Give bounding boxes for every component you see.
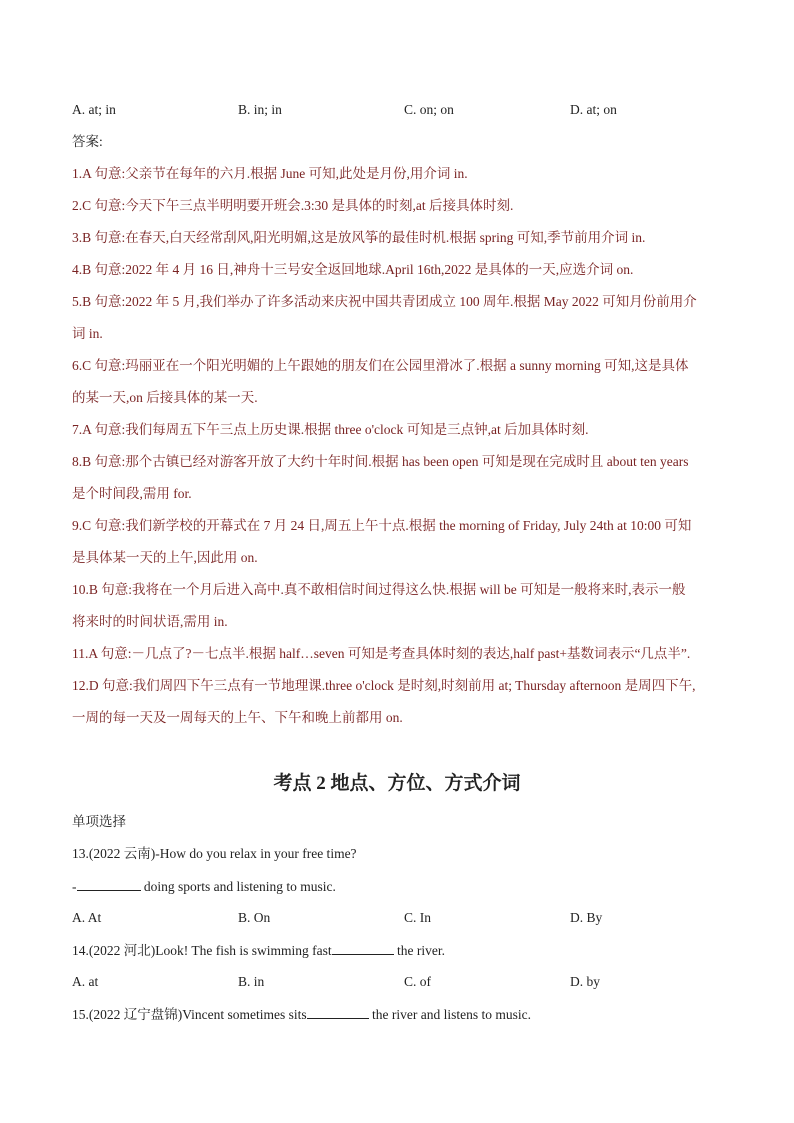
answer-line: 1.A 句意:父亲节在每年的六月.根据 June 可知,此处是月份,用介词 in. bbox=[72, 166, 468, 181]
section-subtitle: 单项选择 bbox=[72, 814, 126, 829]
question-13-stem: 13.(2022 云南)-How do you relax in your free time? bbox=[72, 846, 357, 861]
answer-line: 将来时的时间状语,需用 in. bbox=[72, 614, 228, 629]
answer-line: 一周的每一天及一周每天的上午、下午和晚上前都用 on. bbox=[72, 710, 403, 725]
answer-line: 10.B 句意:我将在一个月后进入高中.真不敢相信时间过得这么快.根据 will be 可知是一般将来时,表示一般 bbox=[72, 582, 686, 597]
stem-suffix: the river and listens to music. bbox=[368, 1007, 532, 1022]
answers-label: 答案: bbox=[72, 134, 103, 149]
answer-blank bbox=[77, 876, 141, 891]
option-b: B. in; in bbox=[238, 102, 282, 117]
option-b: B. On bbox=[238, 910, 271, 925]
answer-line: 3.B 句意:在春天,白天经常刮风,阳光明媚,这是放风筝的最佳时机.根据 spring 可知,季节前用介词 in. bbox=[72, 230, 646, 245]
option-a: A. At bbox=[72, 910, 102, 925]
option-a: A. at; in bbox=[72, 102, 116, 117]
answer-blank bbox=[332, 940, 394, 955]
option-d: D. by bbox=[570, 974, 600, 989]
answer-line: 6.C 句意:玛丽亚在一个阳光明媚的上午跟她的朋友们在公园里滑冰了.根据 a sunny morning 可知,这是具体 bbox=[72, 358, 689, 373]
answer-line: 5.B 句意:2022 年 5 月,我们举办了许多活动来庆祝中国共青团成立 100 周年.根据 May 2022 可知月份前用介 bbox=[72, 294, 697, 309]
question-13-reply bbox=[72, 876, 336, 897]
option-d: D. By bbox=[570, 910, 603, 925]
answer-line: 是个时间段,需用 for. bbox=[72, 486, 192, 501]
reply-prefix: - bbox=[72, 879, 77, 894]
top-options-row bbox=[72, 100, 732, 120]
answer-line: 是具体某一天的上午,因此用 on. bbox=[72, 550, 258, 565]
question-15-stem bbox=[72, 1004, 531, 1025]
stem-prefix: 14.(2022 河北)Look! The fish is swimming fast bbox=[72, 943, 332, 958]
answer-line: 9.C 句意:我们新学校的开幕式在 7 月 24 日,周五上午十点.根据 the morning of Friday, July 24th at 10:00 可知 bbox=[72, 518, 692, 533]
option-a: A. at bbox=[72, 974, 99, 989]
answer-blank bbox=[307, 1004, 369, 1019]
question-13-options bbox=[72, 908, 732, 928]
answer-line: 11.A 句意:－几点了?－七点半.根据 half…seven 可知是考查具体时刻的表达,half past+基数词表示“几点半”. bbox=[72, 646, 691, 661]
answer-line: 8.B 句意:那个古镇已经对游客开放了大约十年时间.根据 has been open 可知是现在完成时且 about ten years bbox=[72, 454, 689, 469]
answer-line: 4.B 句意:2022 年 4 月 16 日,神舟十三号安全返回地球.April 16th,2022 是具体的一天,应选介词 on. bbox=[72, 262, 634, 277]
option-c: C. on; on bbox=[404, 102, 454, 117]
option-b: B. in bbox=[238, 974, 265, 989]
answer-line: 7.A 句意:我们每周五下午三点上历史课.根据 three o'clock 可知是三点钟,at 后加具体时刻. bbox=[72, 422, 589, 437]
option-c: C. In bbox=[404, 910, 431, 925]
section-title: 考点 2 地点、方位、方式介词 bbox=[273, 773, 521, 794]
question-14-stem bbox=[72, 940, 445, 961]
answer-line: 的某一天,on 后接具体的某一天. bbox=[72, 390, 258, 405]
question-14-options bbox=[72, 972, 732, 992]
answer-line: 12.D 句意:我们周四下午三点有一节地理课.three o'clock 是时刻,时刻前用 at; Thursday afternoon 是周四下午, bbox=[72, 678, 696, 693]
answer-line: 词 in. bbox=[72, 326, 103, 341]
stem-prefix: 15.(2022 辽宁盘锦)Vincent sometimes sits bbox=[72, 1007, 307, 1022]
stem-suffix: the river. bbox=[393, 943, 445, 958]
option-d: D. at; on bbox=[570, 102, 617, 117]
reply-suffix: doing sports and listening to music. bbox=[140, 879, 336, 894]
answer-line: 2.C 句意:今天下午三点半明明要开班会.3:30 是具体的时刻,at 后接具体时刻. bbox=[72, 198, 514, 213]
option-c: C. of bbox=[404, 974, 431, 989]
